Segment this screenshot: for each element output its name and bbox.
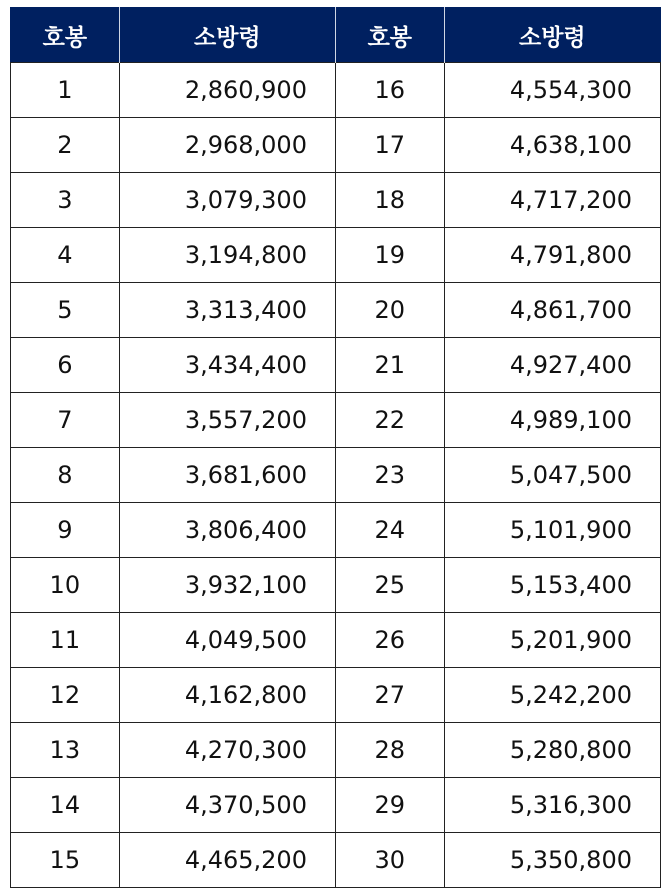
step-left-cell: 2	[11, 118, 120, 173]
step-left-cell: 9	[11, 503, 120, 558]
pay-right-cell: 5,242,200	[444, 668, 660, 723]
step-right-cell: 19	[335, 228, 444, 283]
table-row	[11, 338, 661, 393]
table-row	[11, 558, 661, 613]
pay-right-cell: 5,047,500	[444, 448, 660, 503]
table-row	[11, 283, 661, 338]
pay-right-cell: 5,101,900	[444, 503, 660, 558]
pay-right-cell: 4,554,300	[444, 63, 660, 118]
step-right-cell: 30	[335, 833, 444, 888]
pay-right-cell: 5,350,800	[444, 833, 660, 888]
step-left-cell: 13	[11, 723, 120, 778]
pay-right-cell: 4,638,100	[444, 118, 660, 173]
salary-table-container	[10, 7, 661, 888]
pay-right-cell: 4,717,200	[444, 173, 660, 228]
step-left-cell: 7	[11, 393, 120, 448]
step-left-cell: 4	[11, 228, 120, 283]
header-step-right: 호봉	[335, 8, 444, 63]
pay-right-cell: 4,861,700	[444, 283, 660, 338]
header-pay-right: 소방령	[444, 8, 660, 63]
table-row	[11, 723, 661, 778]
pay-right-cell: 4,791,800	[444, 228, 660, 283]
table-row	[11, 118, 661, 173]
table-header	[11, 8, 661, 63]
pay-right-cell: 5,153,400	[444, 558, 660, 613]
header-step-left: 호봉	[11, 8, 120, 63]
step-right-cell: 21	[335, 338, 444, 393]
step-right-cell: 23	[335, 448, 444, 503]
pay-left-cell: 3,313,400	[119, 283, 335, 338]
step-left-cell: 14	[11, 778, 120, 833]
step-right-cell: 16	[335, 63, 444, 118]
pay-left-cell: 3,806,400	[119, 503, 335, 558]
step-right-cell: 26	[335, 613, 444, 668]
step-left-cell: 10	[11, 558, 120, 613]
pay-right-cell: 5,316,300	[444, 778, 660, 833]
step-right-cell: 20	[335, 283, 444, 338]
pay-left-cell: 3,079,300	[119, 173, 335, 228]
step-right-cell: 18	[335, 173, 444, 228]
table-row	[11, 448, 661, 503]
step-left-cell: 6	[11, 338, 120, 393]
pay-left-cell: 3,194,800	[119, 228, 335, 283]
table-row	[11, 228, 661, 283]
table-body	[11, 63, 661, 888]
pay-right-cell: 4,927,400	[444, 338, 660, 393]
header-row	[11, 8, 661, 63]
step-left-cell: 3	[11, 173, 120, 228]
step-right-cell: 24	[335, 503, 444, 558]
pay-left-cell: 3,557,200	[119, 393, 335, 448]
table-row	[11, 778, 661, 833]
pay-right-cell: 5,280,800	[444, 723, 660, 778]
table-row	[11, 668, 661, 723]
step-right-cell: 28	[335, 723, 444, 778]
step-right-cell: 25	[335, 558, 444, 613]
step-right-cell: 29	[335, 778, 444, 833]
step-right-cell: 27	[335, 668, 444, 723]
pay-right-cell: 5,201,900	[444, 613, 660, 668]
pay-left-cell: 4,270,300	[119, 723, 335, 778]
step-left-cell: 8	[11, 448, 120, 503]
pay-left-cell: 4,049,500	[119, 613, 335, 668]
table-row	[11, 63, 661, 118]
pay-left-cell: 4,370,500	[119, 778, 335, 833]
table-row	[11, 503, 661, 558]
salary-step-table	[10, 7, 661, 888]
step-left-cell: 5	[11, 283, 120, 338]
table-row	[11, 173, 661, 228]
step-left-cell: 12	[11, 668, 120, 723]
step-left-cell: 1	[11, 63, 120, 118]
pay-left-cell: 3,681,600	[119, 448, 335, 503]
pay-left-cell: 3,434,400	[119, 338, 335, 393]
step-left-cell: 11	[11, 613, 120, 668]
pay-left-cell: 2,860,900	[119, 63, 335, 118]
pay-left-cell: 2,968,000	[119, 118, 335, 173]
table-row	[11, 393, 661, 448]
step-left-cell: 15	[11, 833, 120, 888]
header-pay-left: 소방령	[119, 8, 335, 63]
pay-left-cell: 4,465,200	[119, 833, 335, 888]
pay-left-cell: 4,162,800	[119, 668, 335, 723]
step-right-cell: 17	[335, 118, 444, 173]
pay-right-cell: 4,989,100	[444, 393, 660, 448]
table-row	[11, 613, 661, 668]
step-right-cell: 22	[335, 393, 444, 448]
table-row	[11, 833, 661, 888]
pay-left-cell: 3,932,100	[119, 558, 335, 613]
